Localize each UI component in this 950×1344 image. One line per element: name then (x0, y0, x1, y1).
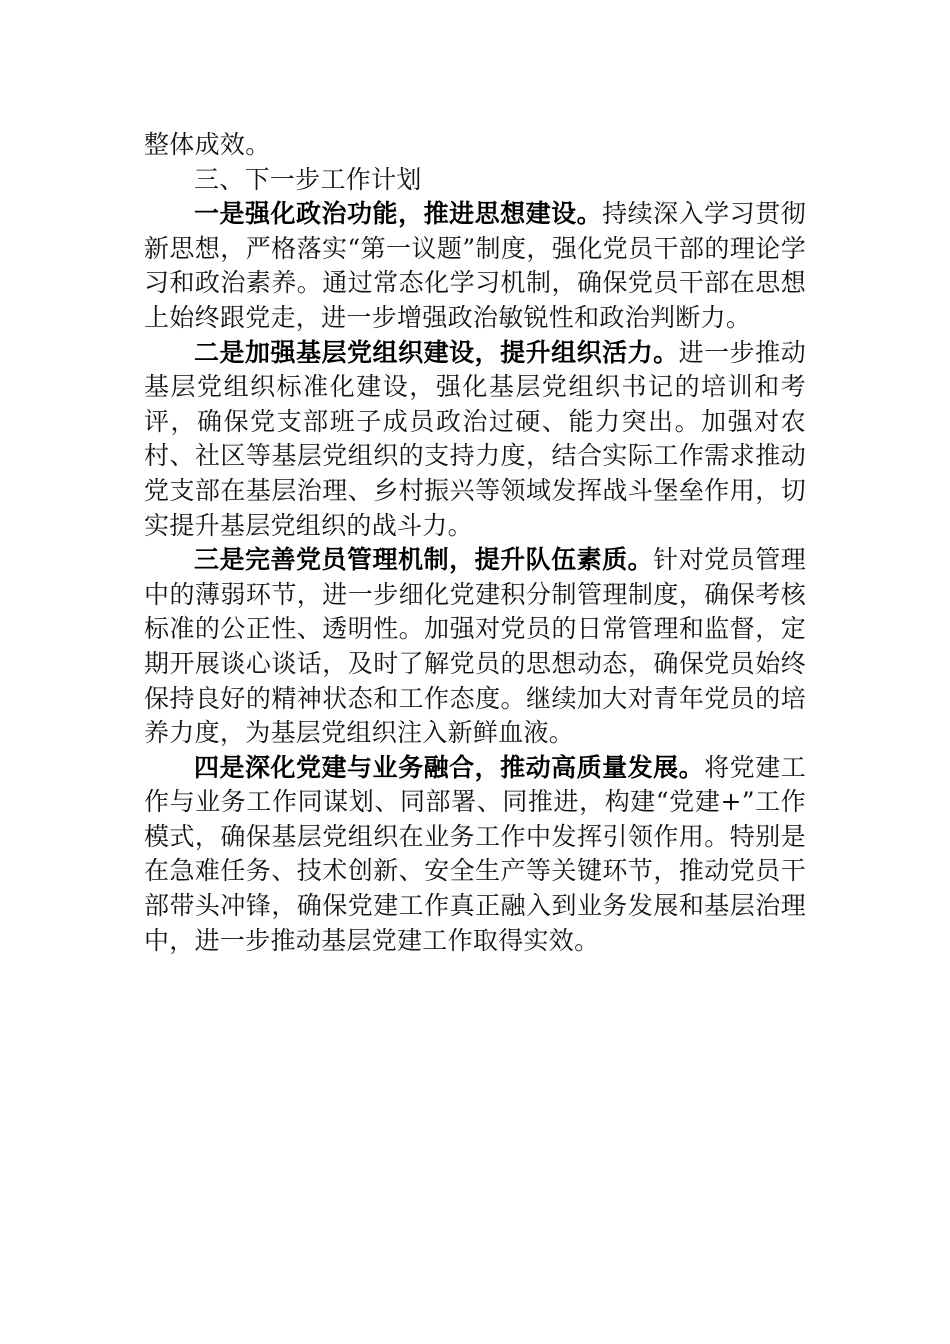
plan-paragraph-2 (144, 336, 806, 544)
section-heading: 三、下一步工作计划 (194, 164, 422, 194)
plan-body-2: 进一步推动基层党组织标准化建设，强化基层党组织书记的培训和考评，确保党支部班子成员政治过硬、能力突出。加强对农村、社区等基层党组织的支持力度，结合实际工作需求推动党支部在基层治理、乡村振兴等领域发挥战斗堡垒作用，切实提升基层党组织的战斗力。 (144, 337, 806, 540)
plan-body-4: 将党建工作与业务工作同谋划、同部署、同推进，构建“党建+”工作模式，确保基层党组织在业务工作中发挥引领作用。特别是在急难任务、技术创新、安全生产等关键环节，推动党员干部带头冲锋，确保党建工作真正融入到业务发展和基层治理中，进一步推动基层党建工作取得实效。 (144, 752, 806, 955)
continuation-text: 整体成效。 (144, 130, 271, 159)
plan-paragraph-4 (144, 751, 806, 959)
plan-paragraph-1 (144, 197, 806, 335)
plan-lead-3: 三是完善党员管理机制，提升队伍素质。 (194, 545, 654, 575)
plan-body-1: 持续深入学习贯彻新思想，严格落实“第一议题”制度，强化党员干部的理论学习和政治素养。通过常态化学习机制，确保党员干部在思想上始终跟党走，进一步增强政治敏锐性和政治判断力。 (144, 199, 806, 332)
plan-body-3: 针对党员管理中的薄弱环节，进一步细化党建积分制管理制度，确保考核标准的公正性、透明性。加强对党员的日常管理和监督，定期开展谈心谈话，及时了解党员的思想动态，确保党员始终保持良好的精神状态和工作态度。继续加大对青年党员的培养力度，为基层党组织注入新鲜血液。 (144, 545, 806, 748)
plan-lead-2: 二是加强基层党组织建设，提升组织活力。 (194, 337, 679, 367)
document-body (144, 128, 806, 958)
plan-paragraph-3 (144, 543, 806, 751)
plan-lead-1: 一是强化政治功能，推进思想建设。 (194, 199, 603, 229)
plan-lead-4: 四是深化党建与业务融合，推动高质量发展。 (194, 752, 705, 782)
